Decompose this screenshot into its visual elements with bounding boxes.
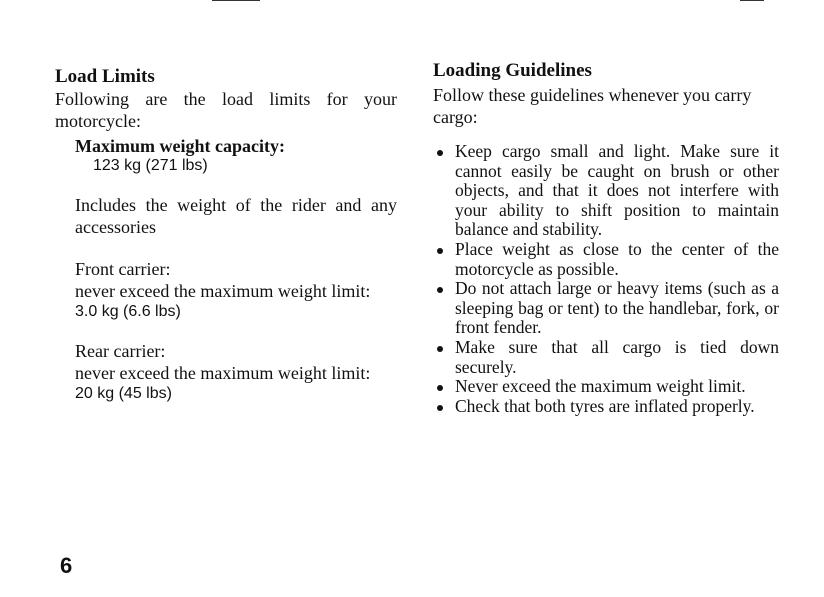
- guideline-item: [433, 240, 779, 279]
- guideline-text: Make sure that all cargo is tied down securely.: [455, 336, 779, 377]
- loading-guidelines-section: [433, 60, 779, 416]
- bullet-icon: [437, 150, 443, 156]
- bullet-icon: [437, 248, 443, 254]
- bullet-icon: [437, 287, 443, 293]
- guideline-text: Do not attach large or heavy items (such as a sleeping bag or tent) to the handlebar, fork, or front fender.: [455, 278, 779, 338]
- load-limits-section: [55, 66, 397, 404]
- load-limits-heading: Load Limits: [55, 66, 155, 87]
- max-capacity-block: [75, 156, 397, 404]
- guideline-item: [433, 142, 779, 240]
- guideline-text: Place weight as close to the center of the motorcycle as possible.: [455, 238, 779, 279]
- loading-guidelines-intro: Follow these guidelines whenever you carry cargo:: [433, 85, 752, 127]
- includes-note: Includes the weight of the rider and any accessories: [75, 195, 397, 237]
- guideline-text: Check that both tyres are inflated properly.: [455, 395, 755, 416]
- front-carrier-label: Front carrier:: [75, 259, 171, 279]
- guideline-text: Keep cargo small and light. Make sure it cannot easily be caught on brush or other objects, and that it does not interfere with your ability to shift position to maintain balance and stability.: [455, 141, 779, 240]
- guidelines-list: [433, 142, 779, 416]
- front-carrier-text: never exceed the maximum weight limit:: [75, 281, 371, 301]
- rear-carrier-block: [75, 340, 397, 404]
- guideline-item: [433, 397, 779, 417]
- front-carrier-value: 3.0 kg (6.6 lbs): [75, 303, 181, 320]
- load-limits-intro: Following are the load limits for your motorcycle:: [55, 89, 397, 131]
- rear-carrier-label: Rear carrier:: [75, 341, 166, 361]
- max-capacity-value: 123 kg (271 lbs): [93, 157, 208, 174]
- guideline-item: [433, 338, 779, 377]
- guideline-item: [433, 279, 779, 338]
- bullet-icon: [437, 405, 443, 411]
- rear-carrier-text: never exceed the maximum weight limit:: [75, 363, 371, 383]
- guideline-text: Never exceed the maximum weight limit.: [455, 376, 746, 397]
- page-number: 6: [60, 553, 73, 578]
- scan-artifact-top-right: [740, 0, 764, 1]
- loading-guidelines-heading: Loading Guidelines: [433, 60, 592, 81]
- scan-artifact-top-left: [212, 0, 260, 1]
- rear-carrier-value: 20 kg (45 lbs): [75, 385, 172, 402]
- bullet-icon: [437, 385, 443, 391]
- guideline-item: [433, 377, 779, 397]
- max-capacity-heading: Maximum weight capacity:: [75, 136, 285, 156]
- bullet-icon: [437, 346, 443, 352]
- front-carrier-block: [75, 258, 397, 322]
